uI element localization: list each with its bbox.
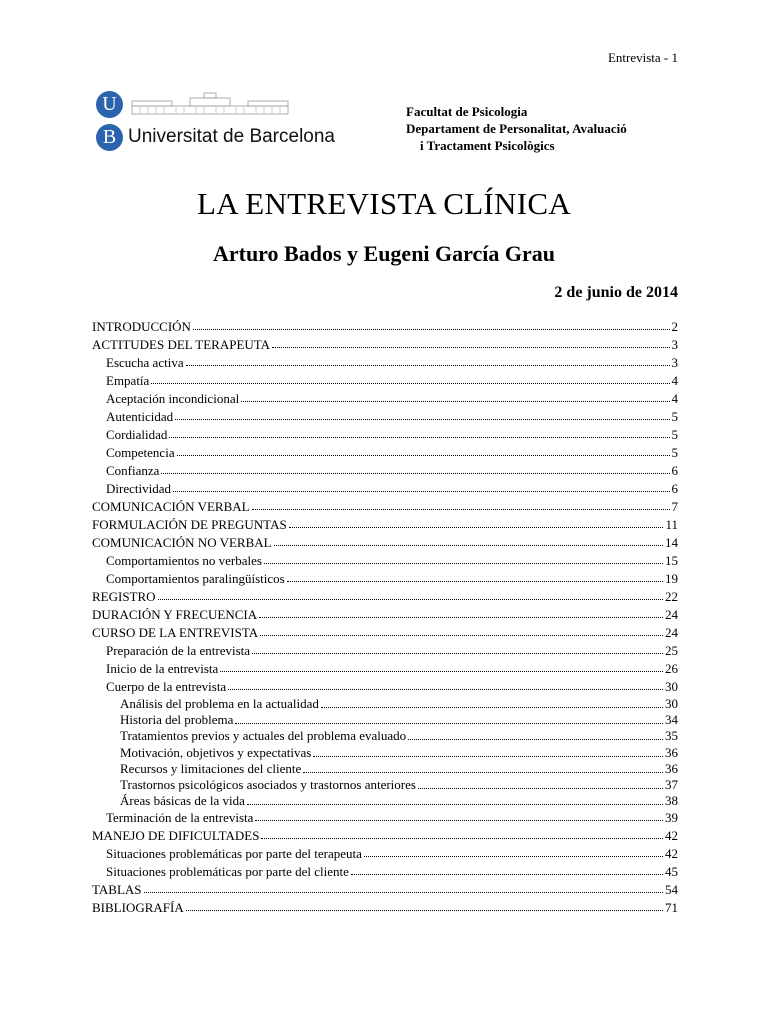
toc-entry[interactable]: [92, 426, 678, 444]
toc-entry-page: 19: [665, 571, 678, 586]
toc-entry-label: Competencia: [106, 445, 175, 460]
toc-entry-label: FORMULACIÓN DE PREGUNTAS: [92, 517, 287, 532]
toc-entry-page: 5: [671, 409, 678, 424]
toc-entry-label: Áreas básicas de la vida: [120, 793, 245, 809]
toc-entry-label: Trastornos psicológicos asociados y trastornos anteriores: [120, 776, 416, 792]
toc-entry-label: MANEJO DE DIFICULTADES: [92, 828, 260, 844]
toc-entry-page: 42: [665, 828, 678, 844]
page-header-label: Entrevista - 1: [607, 50, 678, 65]
toc-entry[interactable]: [92, 588, 678, 606]
toc-entry[interactable]: [92, 660, 678, 678]
toc-entry-page: 71: [665, 900, 678, 916]
table-of-contents: [92, 318, 678, 917]
toc-entry[interactable]: [92, 678, 678, 696]
toc-entry-page: 14: [665, 535, 678, 550]
toc-entry-page: 4: [671, 391, 678, 406]
toc-entry[interactable]: [92, 899, 678, 917]
document-authors: Arturo Bados y Eugeni García Grau: [212, 241, 556, 266]
toc-entry[interactable]: [92, 606, 678, 624]
toc-entry-label: Autenticidad: [106, 409, 174, 424]
toc-entry-label: Aceptación incondicional: [106, 391, 240, 406]
toc-leader-dots: [158, 590, 663, 600]
toc-leader-dots: [173, 482, 670, 492]
toc-entry-page: 15: [665, 553, 678, 568]
toc-entry[interactable]: [92, 712, 678, 728]
toc-entry-label: Recursos y limitaciones del cliente: [120, 760, 302, 776]
toc-entry[interactable]: [92, 728, 678, 744]
toc-leader-dots: [289, 518, 664, 528]
toc-leader-dots: [418, 779, 663, 789]
toc-entry[interactable]: [92, 318, 678, 336]
toc-leader-dots: [264, 554, 663, 564]
faculty-line-3: i Tractament Psicològics: [420, 138, 555, 153]
toc-entry[interactable]: [92, 336, 678, 354]
toc-entry-page: 11: [665, 517, 678, 532]
faculty-line-2: Departament de Personalitat, Avaluació: [406, 121, 627, 136]
toc-entry-label: Empatía: [106, 373, 150, 388]
toc-entry-page: 3: [671, 337, 678, 352]
toc-leader-dots: [144, 883, 663, 893]
toc-leader-dots: [321, 698, 663, 708]
document-title: LA ENTREVISTA CLÍNICA: [196, 186, 572, 221]
toc-entry-page: 54: [665, 882, 678, 898]
toc-entry-page: 24: [665, 607, 678, 622]
toc-leader-dots: [151, 374, 669, 384]
toc-leader-dots: [252, 644, 663, 654]
toc-entry-page: 26: [665, 661, 678, 676]
toc-leader-dots: [408, 730, 663, 740]
university-name: Universitat de Barcelona: [128, 126, 335, 147]
toc-leader-dots: [235, 714, 663, 724]
toc-entry-page: 35: [665, 728, 678, 744]
toc-entry-page: 39: [665, 810, 678, 826]
building-icon: [130, 92, 290, 116]
toc-entry[interactable]: [92, 642, 678, 660]
toc-leader-dots: [228, 680, 663, 690]
toc-entry-label: Tratamientos previos y actuales del problema evaluado: [120, 728, 407, 744]
toc-entry-page: 22: [665, 589, 678, 604]
toc-entry-page: 7: [671, 499, 678, 514]
toc-entry-page: 25: [665, 643, 678, 658]
toc-entry[interactable]: [92, 462, 678, 480]
toc-entry-page: 36: [665, 760, 678, 776]
toc-entry-label: Inicio de la entrevista: [106, 661, 219, 676]
toc-entry-page: 34: [665, 712, 678, 728]
toc-entry-page: 6: [671, 463, 678, 478]
toc-entry-page: 30: [665, 679, 678, 694]
toc-entry-label: INTRODUCCIÓN: [92, 319, 191, 334]
toc-entry-label: Situaciones problemáticas por parte del cliente: [106, 864, 349, 880]
toc-leader-dots: [364, 847, 663, 857]
toc-leader-dots: [220, 662, 663, 672]
toc-entry-label: COMUNICACIÓN NO VERBAL: [92, 535, 272, 550]
toc-entry-label: Análisis del problema en la actualidad: [120, 696, 319, 711]
toc-entry[interactable]: [92, 863, 678, 881]
toc-entry[interactable]: [92, 390, 678, 408]
toc-leader-dots: [255, 811, 663, 821]
toc-leader-dots: [252, 500, 670, 510]
toc-entry-label: CURSO DE LA ENTREVISTA: [92, 625, 259, 640]
toc-entry-page: 3: [671, 355, 678, 370]
toc-entry-label: BIBLIOGRAFÍA: [92, 900, 184, 916]
toc-entry[interactable]: [92, 696, 678, 712]
toc-entry[interactable]: [92, 354, 678, 372]
logo-letter-b: B: [96, 124, 123, 151]
faculty-line-1: Facultat de Psicologia: [406, 104, 528, 119]
toc-entry-page: 45: [665, 864, 678, 880]
document-date: 2 de junio de 2014: [554, 284, 678, 301]
toc-entry-label: Cordialidad: [106, 427, 168, 442]
toc-entry-page: 5: [671, 427, 678, 442]
toc-entry-label: REGISTRO: [92, 589, 156, 604]
toc-entry[interactable]: [92, 498, 678, 516]
toc-entry[interactable]: [92, 570, 678, 588]
toc-entry-label: COMUNICACIÓN VERBAL: [92, 499, 250, 514]
toc-entry[interactable]: [92, 809, 678, 827]
toc-entry-label: Escucha activa: [106, 355, 184, 370]
toc-entry[interactable]: [92, 624, 678, 642]
toc-leader-dots: [351, 865, 663, 875]
toc-entry[interactable]: [92, 881, 678, 899]
toc-leader-dots: [175, 410, 669, 420]
toc-entry-label: Terminación de la entrevista: [106, 810, 254, 826]
toc-entry-page: 42: [665, 846, 678, 862]
toc-entry[interactable]: [92, 372, 678, 390]
toc-entry-page: 36: [665, 744, 678, 760]
toc-entry-label: Situaciones problemáticas por parte del terapeuta: [106, 846, 362, 862]
toc-entry[interactable]: [92, 845, 678, 863]
toc-entry[interactable]: [92, 793, 678, 809]
toc-entry[interactable]: [92, 480, 678, 498]
toc-leader-dots: [247, 795, 663, 805]
toc-entry-page: 6: [671, 481, 678, 496]
toc-entry[interactable]: [92, 761, 678, 777]
toc-entry[interactable]: [92, 745, 678, 761]
toc-leader-dots: [261, 829, 663, 839]
toc-leader-dots: [186, 901, 663, 911]
toc-entry-label: Historia del problema: [120, 712, 234, 728]
toc-entry-page: 38: [665, 793, 678, 809]
toc-leader-dots: [193, 320, 670, 330]
toc-leader-dots: [272, 338, 669, 348]
toc-entry-label: Comportamientos paralingüísticos: [106, 571, 285, 586]
toc-entry-label: DURACIÓN Y FRECUENCIA: [92, 607, 258, 622]
toc-leader-dots: [287, 572, 663, 582]
toc-leader-dots: [177, 446, 670, 456]
toc-leader-dots: [259, 608, 663, 618]
toc-entry-label: Directividad: [106, 481, 171, 496]
toc-entry-page: 24: [665, 625, 678, 640]
toc-entry-label: Cuerpo de la entrevista: [106, 679, 227, 694]
toc-entry-page: 37: [665, 776, 678, 792]
toc-entry-page: 2: [671, 319, 678, 334]
toc-entry[interactable]: [92, 516, 678, 534]
toc-entry[interactable]: [92, 552, 678, 570]
toc-entry[interactable]: [92, 777, 678, 793]
toc-entry[interactable]: [92, 534, 678, 552]
toc-leader-dots: [313, 747, 663, 757]
toc-entry-label: Comportamientos no verbales: [106, 553, 262, 568]
toc-leader-dots: [303, 763, 663, 773]
toc-leader-dots: [186, 356, 670, 366]
toc-entry[interactable]: [92, 408, 678, 426]
toc-entry[interactable]: [92, 444, 678, 462]
toc-leader-dots: [260, 626, 663, 636]
toc-leader-dots: [161, 464, 669, 474]
toc-entry-label: TABLAS: [92, 882, 142, 898]
toc-entry-label: ACTITUDES DEL TERAPEUTA: [92, 337, 271, 352]
toc-entry-page: 4: [671, 373, 678, 388]
toc-entry-page: 5: [671, 445, 678, 460]
faculty-block: [406, 103, 627, 154]
toc-entry[interactable]: [92, 827, 678, 845]
toc-entry-page: 30: [665, 696, 678, 711]
toc-leader-dots: [241, 392, 669, 402]
toc-leader-dots: [274, 536, 663, 546]
toc-entry-label: Motivación, objetivos y expectativas: [120, 744, 312, 760]
logo-letter-u: U: [96, 91, 123, 118]
toc-entry-label: Confianza: [106, 463, 160, 478]
toc-entry-label: Preparación de la entrevista: [106, 643, 251, 658]
university-logo: [96, 88, 335, 154]
toc-leader-dots: [169, 428, 669, 438]
